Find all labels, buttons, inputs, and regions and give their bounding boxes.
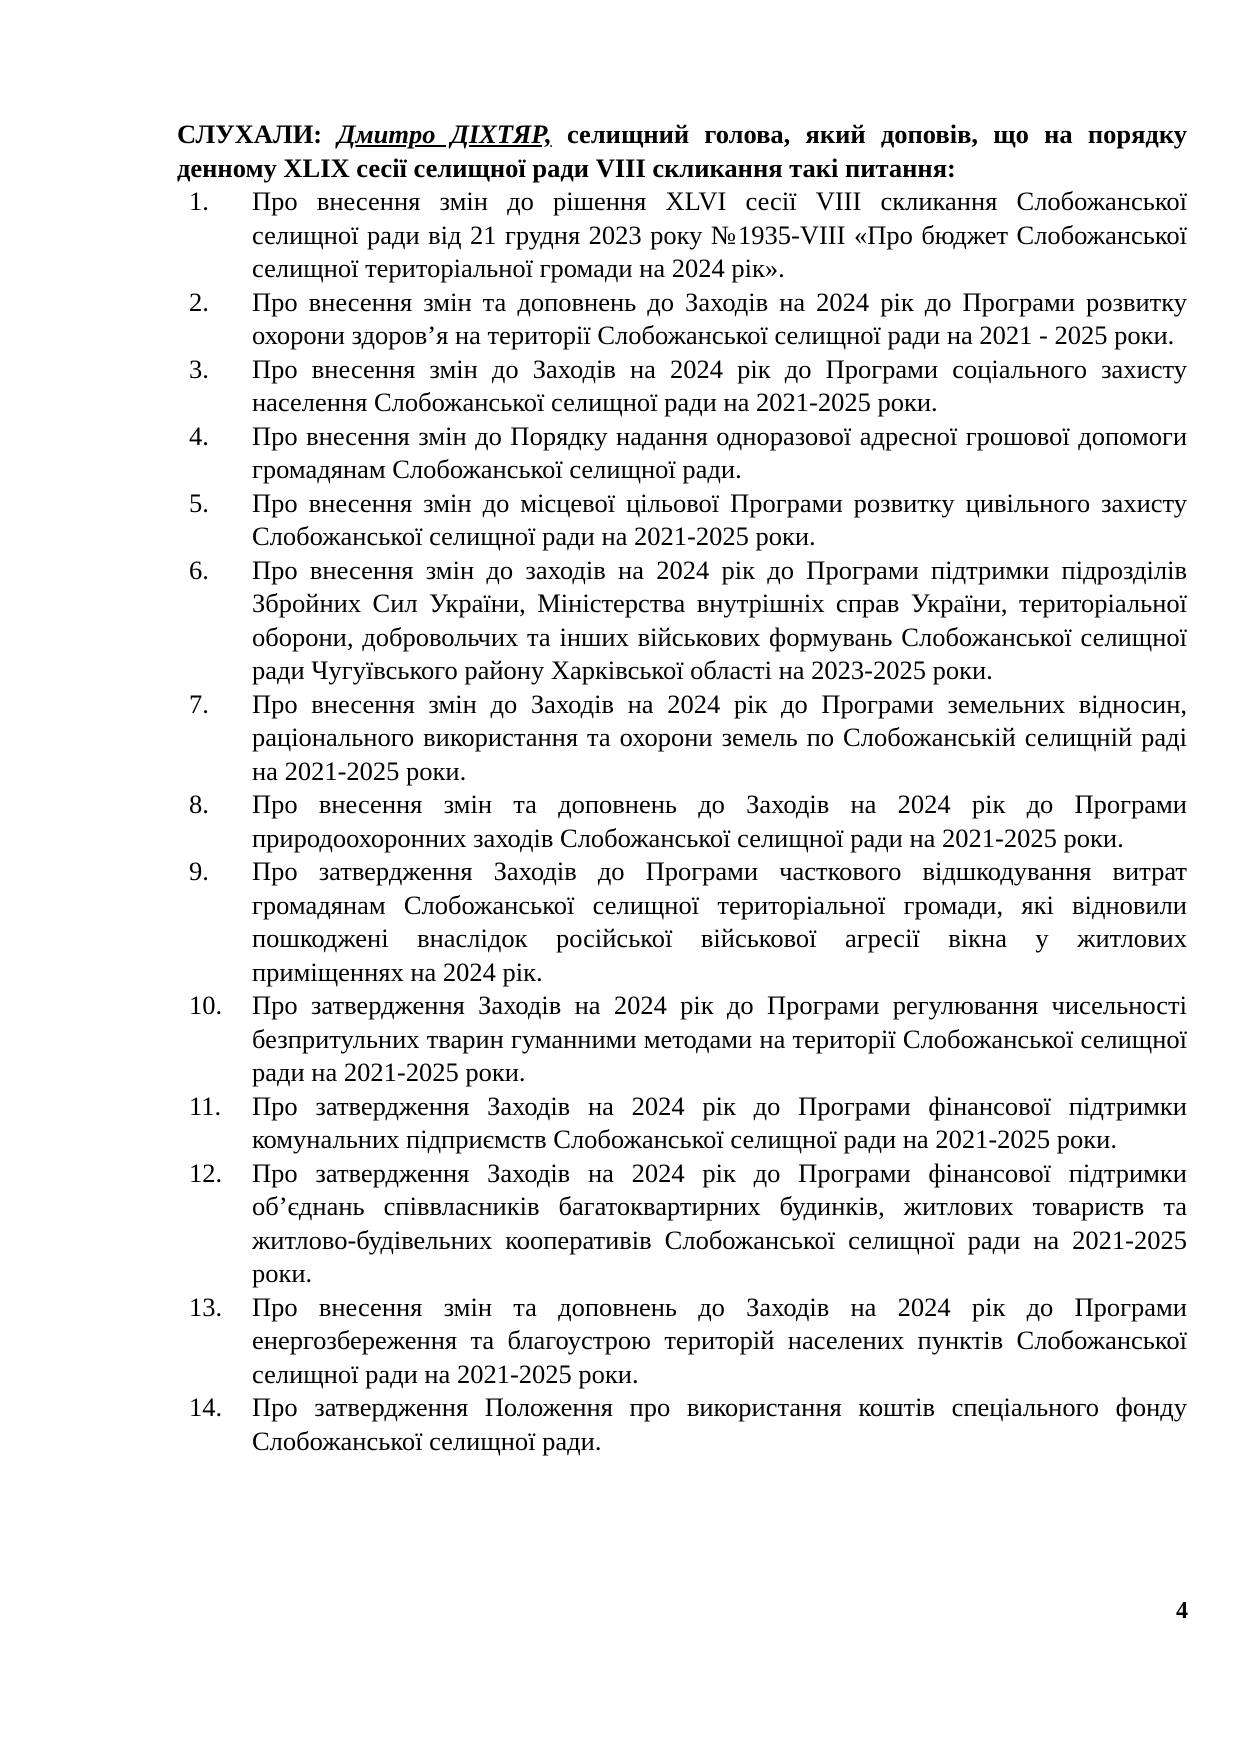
agenda-item-text: Про затвердження Заходів на 2024 рік до Програми фінансової підтримки об’єднань співвласників багатоквартирних будинків, житлових товариств та житлово-будівельних кооперативів Слобожанської селищної ради на 2021-2025 роки. [252,1157,1187,1288]
agenda-item [177,989,1187,1090]
speaker-name: Дмитро ДІХТЯР, [337,119,552,149]
agenda-item-number: 11. [189,1090,222,1121]
agenda-item-text: Про затвердження Заходів на 2024 рік до Програми регулювання чисельності безпритульних тварин гуманними методами на території Слобожанської селищної ради на 2021-2025 роки. [252,990,1187,1087]
agenda-item-text: Про затвердження Заходів на 2024 рік до Програми фінансової підтримки комунальних підприємств Слобожанської селищної ради на 2021-2025 роки. [252,1090,1187,1154]
agenda-item-number: 13. [189,1291,223,1322]
agenda-item [177,855,1187,989]
agenda-item [177,487,1187,554]
agenda-item-number: 5. [189,487,209,518]
agenda-item-number: 7. [189,688,209,719]
intro-paragraph [177,118,1187,185]
agenda-item-text: Про внесення змін до Заходів на 2024 рік до Програми соціального захисту населення Слобожанської селищної ради на 2021-2025 роки. [252,353,1187,417]
agenda-item-text: Про внесення змін до Заходів на 2024 рік до Програми земельних відносин, раціонального використання та охорони земель по Слобожанській селищній раді на 2021-2025 роки. [252,688,1187,786]
heard-label: СЛУХАЛИ: [177,119,323,149]
agenda-item [177,1090,1187,1157]
intro-text: селищний голова, який доповів, що на порядку денному XLIX сесії селищної ради VIII скликання такі питання: [177,119,1187,183]
agenda-item [177,185,1187,286]
agenda-item-text: Про внесення змін та доповнень до Заходів на 2024 рік до Програми природоохоронних заходів Слобожанської селищної ради на 2021-2025 роки. [252,789,1187,853]
agenda-item-number: 12. [189,1157,223,1188]
agenda-item [177,353,1187,420]
agenda-item-number: 14. [189,1392,223,1422]
agenda-item-number: 2. [189,286,209,317]
agenda-item-text: Про затвердження Положення про використання коштів спеціального фонду Слобожанської селищної ради. [252,1392,1187,1456]
agenda-item-text: Про внесення змін та доповнень до Заходів на 2024 рік до Програми розвитку охорони здоров’я на території Слобожанської селищної ради на 2021 - 2025 роки. [252,286,1187,350]
agenda-item-number: 10. [189,990,223,1020]
agenda-item-text: Про внесення змін до рішення XLVI сесії VIII скликання Слобожанської селищної ради від 21 грудня 2023 року №1935-VIII «Про бюджет Слобожанської селищної територіальної громади на 2024 рік». [252,186,1187,283]
agenda-item [177,420,1187,487]
page-content [177,118,1187,1458]
agenda-item-number: 6. [189,554,209,585]
agenda-item-number: 8. [189,789,209,819]
agenda-item-number: 4. [189,420,209,451]
agenda-item-text: Про затвердження Заходів до Програми часткового відшкодування витрат громадянам Слобожанської селищної територіальної громади, які відновили пошкоджені внаслідок російської військової агресії вікна у житлових приміщеннях на 2024 рік. [252,856,1187,987]
agenda-item [177,1291,1187,1392]
agenda-item-text: Про внесення змін та доповнень до Заходів на 2024 рік до Програми енергозбереження та благоустрою територій населених пунктів Слобожанської селищної ради на 2021-2025 роки. [252,1291,1187,1389]
agenda-item-number: 3. [189,353,209,384]
agenda-item [177,286,1187,353]
agenda-item [177,688,1187,789]
agenda-item [177,554,1187,688]
agenda-item-number: 1. [189,186,209,216]
agenda-item-text: Про внесення змін до місцевої цільової Програми розвитку цивільного захисту Слобожанської селищної ради на 2021-2025 роки. [252,487,1187,551]
agenda-item [177,788,1187,855]
agenda-item-text: Про внесення змін до Порядку надання одноразової адресної грошової допомоги громадянам Слобожанської селищної ради. [252,420,1187,484]
agenda-item-number: 9. [189,856,209,886]
agenda-list [177,185,1187,1458]
page-number: 4 [1176,1598,1188,1624]
agenda-item [177,1157,1187,1291]
agenda-item-text: Про внесення змін до заходів на 2024 рік до Програми підтримки підрозділів Збройних Сил України, Міністерства внутрішніх справ України, територіальної оборони, добровольчих та інших військових формувань Слобожанської селищної ради Чугуївського району Харківської області на 2023-2025 роки. [252,554,1187,685]
agenda-item [177,1391,1187,1458]
